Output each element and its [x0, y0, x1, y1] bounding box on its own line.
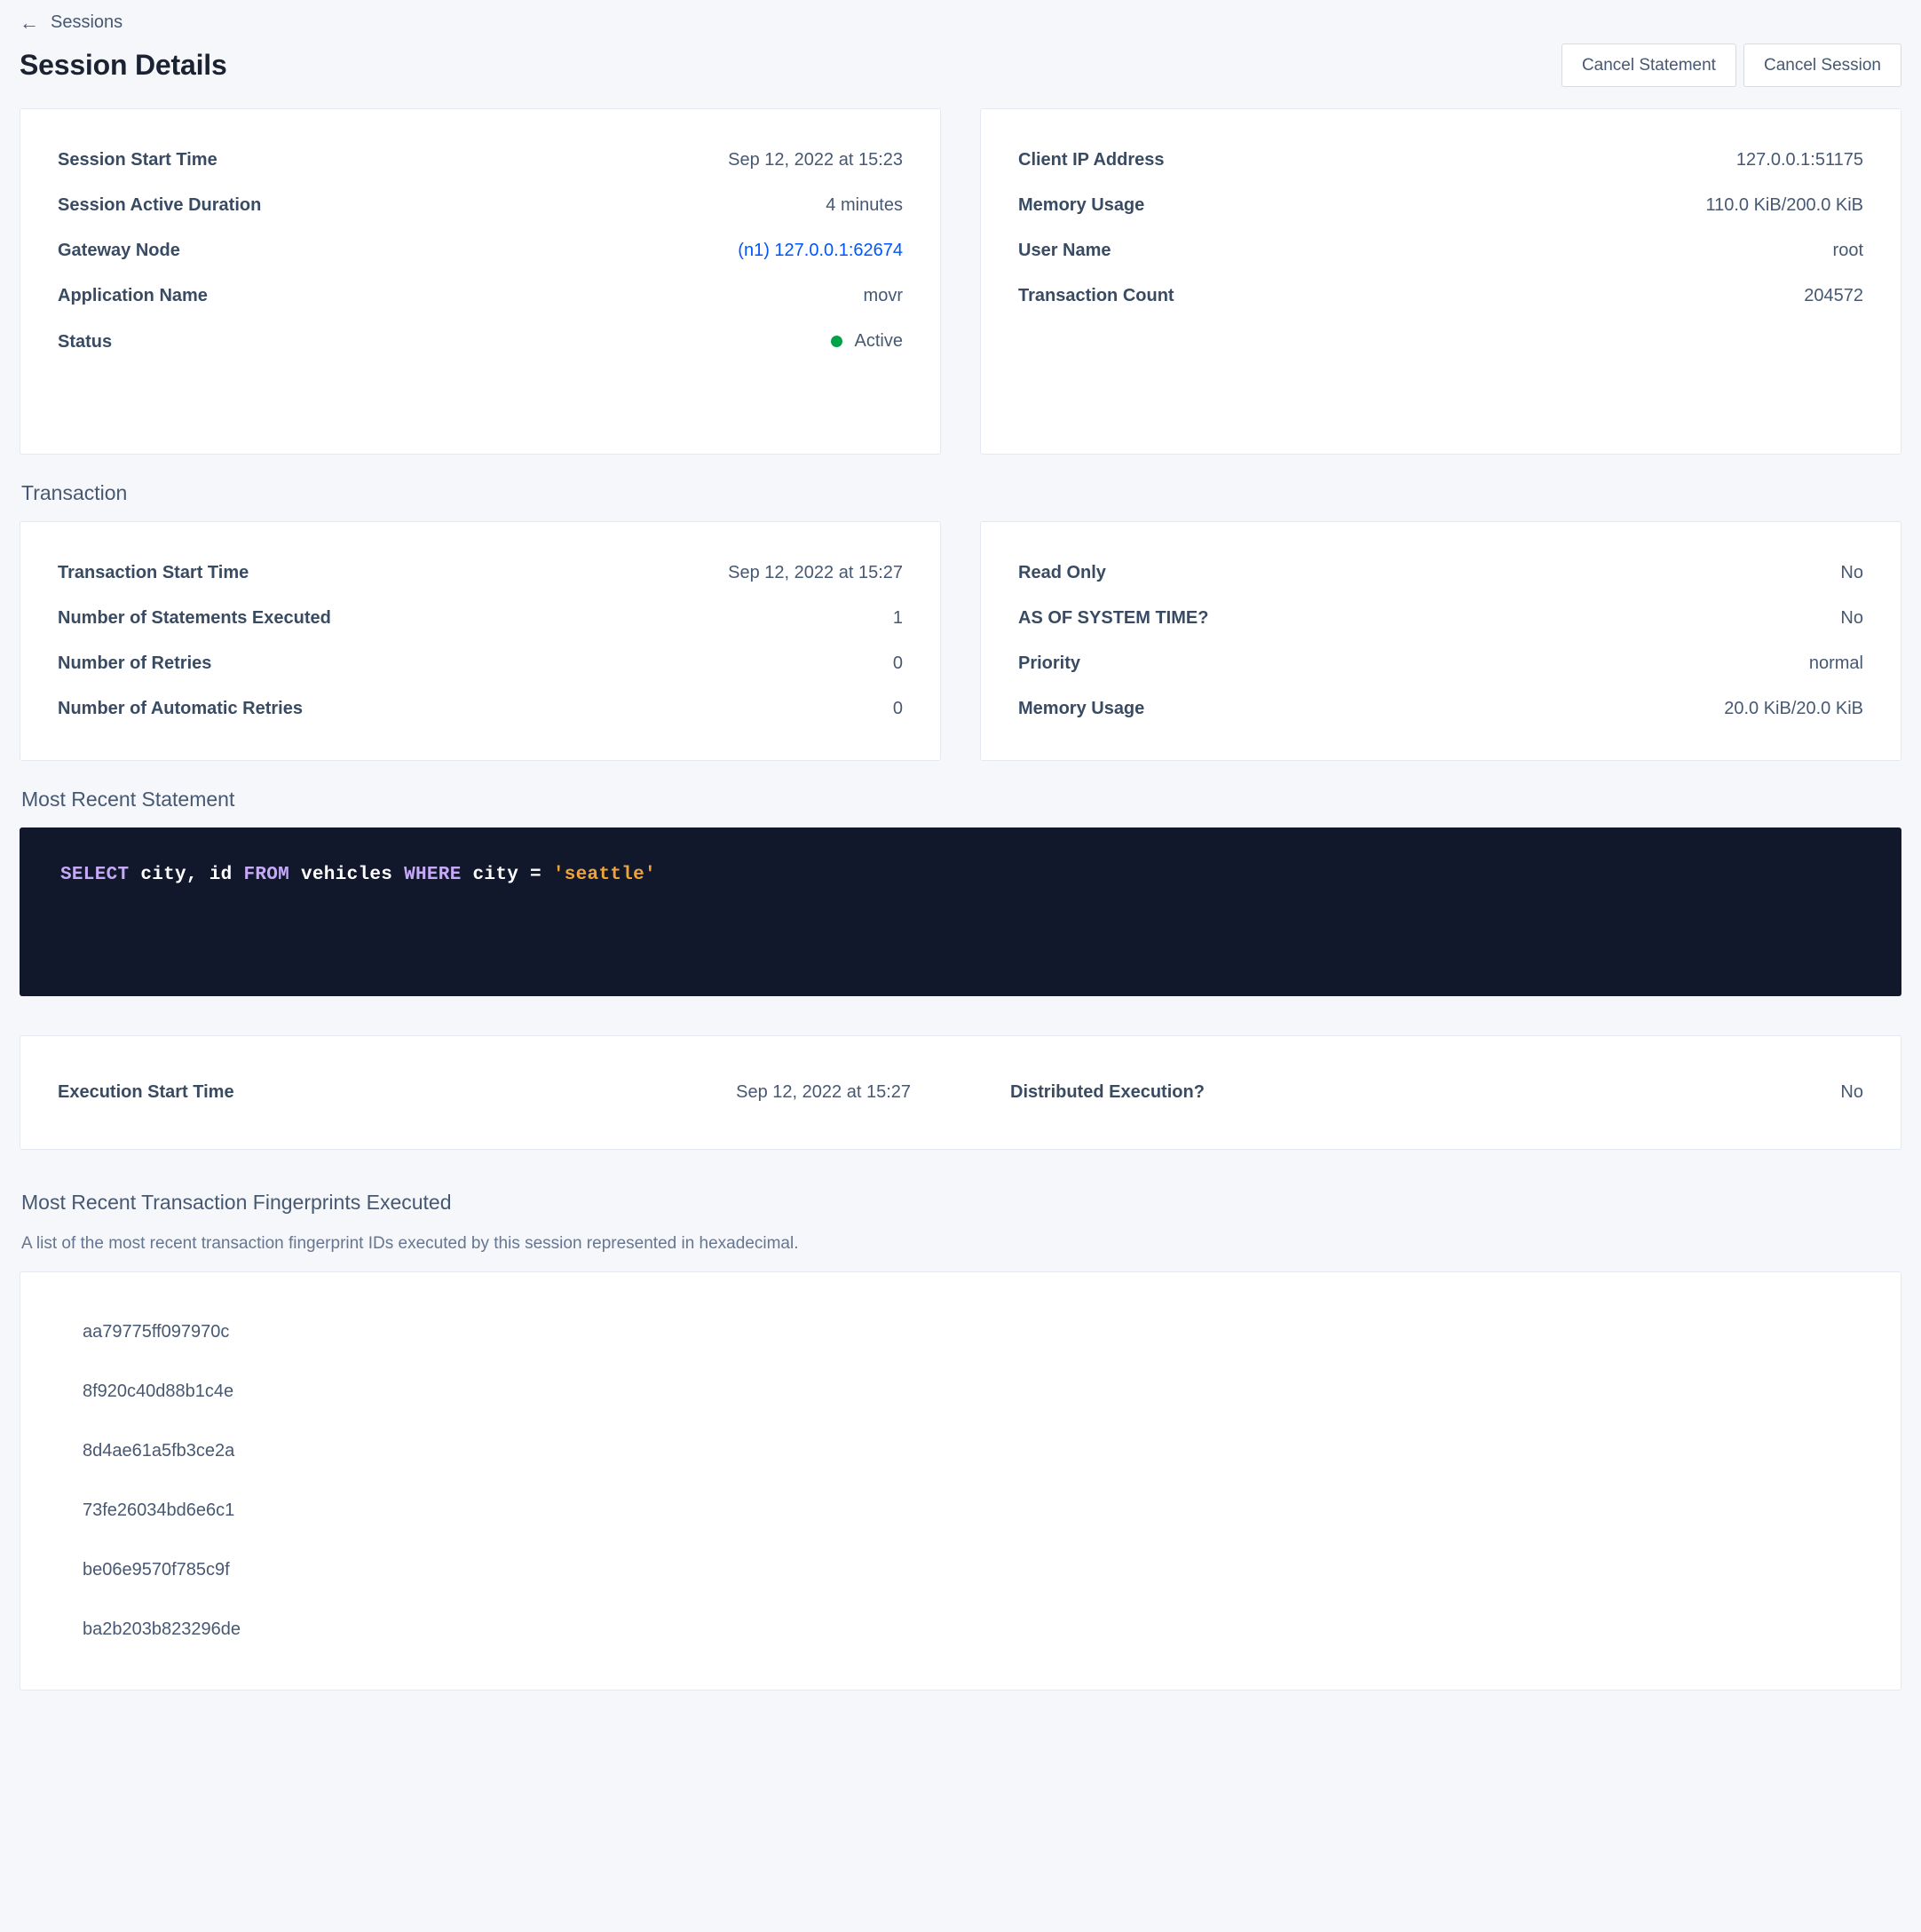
statements-executed-value: 1 [892, 608, 903, 628]
application-name-value: movr [863, 286, 903, 305]
sql-token-operator: = [530, 865, 553, 885]
as-of-system-time-value: No [1840, 608, 1863, 628]
cancel-session-button[interactable]: Cancel Session [1743, 44, 1901, 87]
sql-token-from: FROM [243, 865, 290, 885]
transaction-section-title: Transaction [21, 481, 128, 504]
session-memory-usage-label: Memory Usage [1018, 195, 1145, 215]
session-memory-usage-value: 110.0 KiB/200.0 KiB [1705, 195, 1863, 215]
transaction-card-left [20, 521, 941, 761]
transaction-start-time-row [58, 550, 903, 596]
retries-value: 0 [892, 653, 903, 673]
read-only-label: Read Only [1018, 563, 1106, 582]
read-only-value: No [1840, 563, 1863, 582]
sql-token-where: WHERE [404, 865, 462, 885]
sql-token-select: SELECT [60, 865, 130, 885]
application-name-row [58, 273, 903, 319]
execution-start-time-label: Execution Start Time [58, 1082, 234, 1102]
as-of-system-time-row [1018, 596, 1863, 641]
sql-token-literal: 'seattle' [552, 865, 656, 885]
statements-executed-label: Number of Statements Executed [58, 608, 331, 628]
session-start-time-value: Sep 12, 2022 at 15:23 [728, 150, 903, 170]
list-item: 8d4ae61a5fb3ce2a [83, 1441, 235, 1461]
session-active-duration-value: 4 minutes [826, 195, 903, 215]
retries-label: Number of Retries [58, 653, 212, 673]
execution-start-time-value: Sep 12, 2022 at 15:27 [736, 1082, 911, 1102]
page-header [20, 38, 1901, 108]
list-item: be06e9570f785c9f [83, 1560, 230, 1580]
fingerprints-description: A list of the most recent transaction fingerprint IDs executed by this session represented in hexadecimal. [21, 1234, 799, 1253]
sql-statement-block [20, 827, 1901, 996]
user-name-value: root [1832, 241, 1863, 260]
automatic-retries-value: 0 [892, 699, 903, 718]
transaction-start-time-label: Transaction Start Time [58, 563, 249, 582]
transaction-start-time-value: Sep 12, 2022 at 15:27 [728, 563, 903, 582]
execution-details-card [20, 1035, 1901, 1150]
gateway-node-link[interactable]: (n1) 127.0.0.1:62674 [738, 241, 903, 260]
breadcrumb[interactable] [20, 0, 1901, 38]
arrow-left-icon[interactable]: ← [20, 11, 39, 34]
session-start-time-label: Session Start Time [58, 150, 217, 170]
statement-section-title: Most Recent Statement [21, 788, 235, 811]
distributed-execution-row [960, 1082, 1863, 1103]
client-ip-row [1018, 138, 1863, 183]
gateway-node-row [58, 228, 903, 273]
transaction-memory-usage-value: 20.0 KiB/20.0 KiB [1724, 699, 1863, 718]
page-title: Session Details [20, 49, 227, 81]
status-badge [831, 331, 903, 352]
session-details-card-left [20, 108, 941, 455]
list-item: 8f920c40d88b1c4e [83, 1382, 234, 1401]
client-ip-label: Client IP Address [1018, 150, 1165, 170]
transaction-count-label: Transaction Count [1018, 286, 1174, 305]
transaction-row [20, 521, 1901, 761]
status-value: Active [854, 331, 903, 351]
list-item: 73fe26034bd6e6c1 [83, 1500, 235, 1520]
status-label: Status [58, 332, 113, 352]
user-name-label: User Name [1018, 241, 1111, 260]
transaction-count-value: 204572 [1804, 286, 1863, 305]
application-name-label: Application Name [58, 286, 208, 305]
automatic-retries-row [58, 686, 903, 732]
session-active-duration-label: Session Active Duration [58, 195, 262, 215]
execution-start-time-row [58, 1082, 960, 1103]
automatic-retries-label: Number of Automatic Retries [58, 699, 303, 718]
retries-row [58, 641, 903, 686]
sql-token-table: vehicles [289, 865, 405, 885]
statements-executed-row [58, 596, 903, 641]
priority-value: normal [1808, 653, 1863, 673]
fingerprints-list [20, 1271, 1901, 1690]
transaction-memory-usage-row [1018, 686, 1863, 732]
breadcrumb-sessions-link[interactable]: Sessions [51, 12, 123, 32]
as-of-system-time-label: AS OF SYSTEM TIME? [1018, 608, 1209, 628]
client-ip-value: 127.0.0.1:51175 [1735, 150, 1863, 170]
user-name-row [1018, 228, 1863, 273]
session-summary-row [20, 108, 1901, 455]
status-row [58, 319, 903, 365]
gateway-node-label: Gateway Node [58, 241, 180, 260]
transaction-card-right [980, 521, 1901, 761]
list-item: aa79775ff097970c [83, 1322, 230, 1342]
fingerprints-title: Most Recent Transaction Fingerprints Executed [21, 1191, 452, 1214]
priority-label: Priority [1018, 653, 1081, 673]
session-start-time-row [58, 138, 903, 183]
transaction-memory-usage-label: Memory Usage [1018, 699, 1145, 718]
status-dot-icon [831, 336, 842, 347]
priority-row [1018, 641, 1863, 686]
session-active-duration-row [58, 183, 903, 228]
session-memory-usage-row [1018, 183, 1863, 228]
sql-token-columns: city, id [129, 865, 244, 885]
session-details-card-right [980, 108, 1901, 455]
distributed-execution-label: Distributed Execution? [1010, 1082, 1205, 1102]
read-only-row [1018, 550, 1863, 596]
cancel-statement-button[interactable]: Cancel Statement [1561, 44, 1736, 87]
sql-token-column: city [461, 865, 531, 885]
distributed-execution-value: No [1840, 1082, 1863, 1102]
transaction-count-row [1018, 273, 1863, 319]
header-actions [1561, 44, 1901, 87]
list-item: ba2b203b823296de [83, 1619, 241, 1639]
